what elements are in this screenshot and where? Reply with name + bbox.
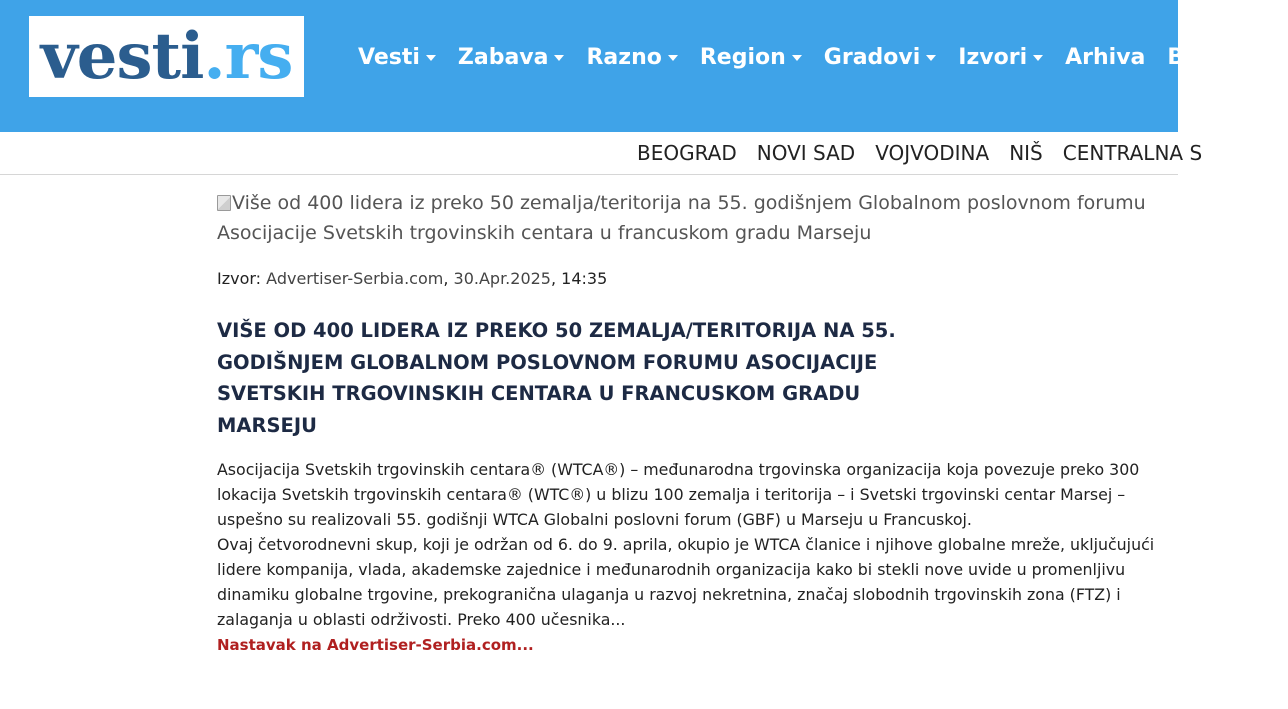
- nav-item-region[interactable]: [700, 45, 802, 70]
- nav-item-label: Blog: [1167, 44, 1223, 70]
- chevron-down-icon: [554, 55, 564, 61]
- logo-text-rs: .rs: [203, 18, 293, 94]
- article-paragraph-2: Ovaj četvorodnevni skup, koji je održan od 6. do 9. aprila, okupio je WTCA članice i njihove globalne mreže, uključujući lidere kompanija, vlada, akademske zajednice i međunarodnih organizacija kako bi stekli nove uvide u promenljivu dinamiku globalne trgovine, prekogranična ulaganja u razvoj nekretnina, značaj slobodnih trgovinskih zona (FTZ) i zalaganja u oblasti održivosti. Preko 400 učesnika...: [217, 535, 1155, 629]
- chevron-down-icon: [926, 55, 936, 61]
- nav-item-label: M: [1244, 44, 1267, 70]
- city-nav-item[interactable]: NOVI SAD: [756, 141, 856, 165]
- chevron-down-icon: [792, 55, 802, 61]
- article-meta: [217, 268, 1167, 290]
- nav-item-izvori[interactable]: [958, 45, 1043, 70]
- nav-item-label: Razno: [586, 44, 662, 70]
- city-nav-item[interactable]: CENTRALNA S: [1062, 141, 1203, 165]
- article-date: 30.Apr.2025: [453, 269, 551, 288]
- article-time: 14:35: [561, 269, 608, 288]
- nav-item-blog[interactable]: [1167, 45, 1222, 70]
- nav-item-label: Zabava: [457, 44, 549, 70]
- source-label: Izvor:: [217, 269, 267, 288]
- nav-item-zabava[interactable]: [458, 45, 565, 70]
- nav-item-arhiva[interactable]: [1065, 45, 1145, 70]
- chevron-down-icon: [668, 55, 678, 61]
- article: [217, 188, 1167, 657]
- city-nav: [0, 132, 1203, 175]
- article-image: [217, 188, 1167, 248]
- read-more-link[interactable]: Nastavak na Advertiser-Serbia.com...: [217, 636, 534, 654]
- nav-item-label: Gradovi: [823, 44, 921, 70]
- nav-item-label: Izvori: [958, 44, 1028, 70]
- nav-item-vesti[interactable]: [358, 45, 436, 70]
- site-header: [0, 0, 1267, 132]
- broken-image-icon: [217, 195, 231, 211]
- nav-item-label: Region: [699, 44, 786, 70]
- city-nav-item[interactable]: BEOGRAD: [637, 141, 737, 165]
- nav-item-label: Vesti: [358, 44, 420, 70]
- site-logo[interactable]: [29, 16, 304, 97]
- article-paragraph-1: Asocijacija Svetskih trgovinskih centara® (WTCA®) – međunarodna trgovinska organizacija koja povezuje preko 300 lokacija Svetskih trgovinskih centara® (WTC®) u blizu 100 zemalja i teritorija – i Svetski trgovinski centar Marsej – uspešno su realizovali 55. godišnji WTCA Globalni poslovni forum (GBF) u Marseju u Francuskoj.: [217, 460, 1140, 529]
- article-body: [217, 457, 1167, 657]
- article-headline: VIŠE OD 400 LIDERA IZ PREKO 50 ZEMALJA/TERITORIJA NA 55. GODIŠNJEM GLOBALNOM POSLOVNOM FORUMU ASOCIJACIJE SVETSKIH TRGOVINSKIH CENTARA U FRANCUSKOM GRADU MARSEJU: [217, 319, 896, 437]
- nav-item-gradovi[interactable]: [824, 45, 937, 70]
- main-nav: [358, 40, 1288, 74]
- meta-separator: ,: [443, 269, 454, 288]
- city-nav-item[interactable]: NIŠ: [1009, 141, 1043, 165]
- chevron-down-icon: [1033, 55, 1043, 61]
- logo-text-vesti: vesti: [40, 18, 204, 94]
- chevron-down-icon: [426, 55, 436, 61]
- nav-item-label: Arhiva: [1065, 44, 1146, 70]
- city-nav-item[interactable]: VOJVODINA: [875, 141, 990, 165]
- source-link[interactable]: Advertiser-Serbia.com: [266, 269, 444, 288]
- nav-item-razno[interactable]: [586, 45, 677, 70]
- nav-item-m[interactable]: [1245, 45, 1267, 70]
- article-image-alt: Više od 400 lidera iz preko 50 zemalja/teritorija na 55. godišnjem Globalnom poslovnom forumu Asocijacije Svetskih trgovinskih centara u francuskom gradu Marseju: [217, 192, 1146, 244]
- meta-separator: ,: [550, 269, 562, 288]
